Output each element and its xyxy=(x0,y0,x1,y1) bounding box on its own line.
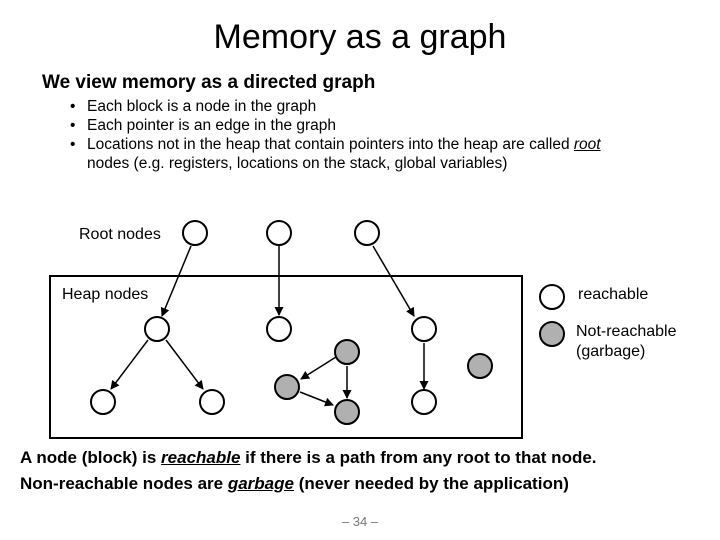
edge xyxy=(373,246,414,316)
root-node xyxy=(355,221,379,245)
heap-node-reachable xyxy=(412,390,436,414)
reachable-term: reachable xyxy=(161,448,241,467)
slide-title: Memory as a graph xyxy=(213,18,507,56)
bullet-text: Each block is a node in the graph xyxy=(87,98,317,115)
garbage-term: garbage xyxy=(227,474,294,493)
root-nodes-label: Root nodes xyxy=(79,226,161,243)
heap-node-reachable xyxy=(91,390,115,414)
bullet-text: Locations not in the heap that contain pointers into the heap are called xyxy=(87,136,574,153)
bullet-text: Each pointer is an edge in the graph xyxy=(87,117,337,134)
edge xyxy=(111,340,148,389)
legend-garbage-swatch xyxy=(540,322,564,346)
definition-reachable: A node (block) is reachable if there is a path from any root to that node. xyxy=(20,448,597,467)
legend-reachable-swatch xyxy=(540,285,564,309)
bullet-item: • Locations not in the heap that contain pointers into the heap are called root nodes (e.g. registers, locations on the stack, global variables) xyxy=(70,136,601,172)
root-term: root xyxy=(573,136,601,153)
bullet-text-continued: nodes (e.g. registers, locations on the stack, global variables) xyxy=(87,155,508,172)
legend-nonreachable-label: Not-reachable (garbage) xyxy=(576,323,677,360)
slide-subtitle: We view memory as a directed graph xyxy=(42,72,376,93)
heap-node-reachable xyxy=(145,317,169,341)
root-node xyxy=(183,221,207,245)
heap-node-garbage xyxy=(335,400,359,424)
heap-node-garbage xyxy=(335,340,359,364)
heap-node-garbage xyxy=(468,354,492,378)
root-node xyxy=(267,221,291,245)
edge xyxy=(300,392,333,405)
definition-garbage: Non-reachable nodes are garbage (never needed by the application) xyxy=(20,474,569,493)
heap-node-reachable xyxy=(200,390,224,414)
heap-node-reachable xyxy=(412,317,436,341)
heap-node-reachable xyxy=(267,317,291,341)
edge xyxy=(166,340,203,389)
edge xyxy=(301,357,336,379)
bullet-item: • Each pointer is an edge in the graph xyxy=(70,117,337,134)
bullet-item: • Each block is a node in the graph xyxy=(70,98,317,115)
page-number: – 34 – xyxy=(341,514,379,529)
heap-nodes-label: Heap nodes xyxy=(62,286,149,303)
edge xyxy=(162,246,191,316)
legend-reachable-label: reachable xyxy=(578,286,649,303)
heap-node-garbage xyxy=(275,375,299,399)
